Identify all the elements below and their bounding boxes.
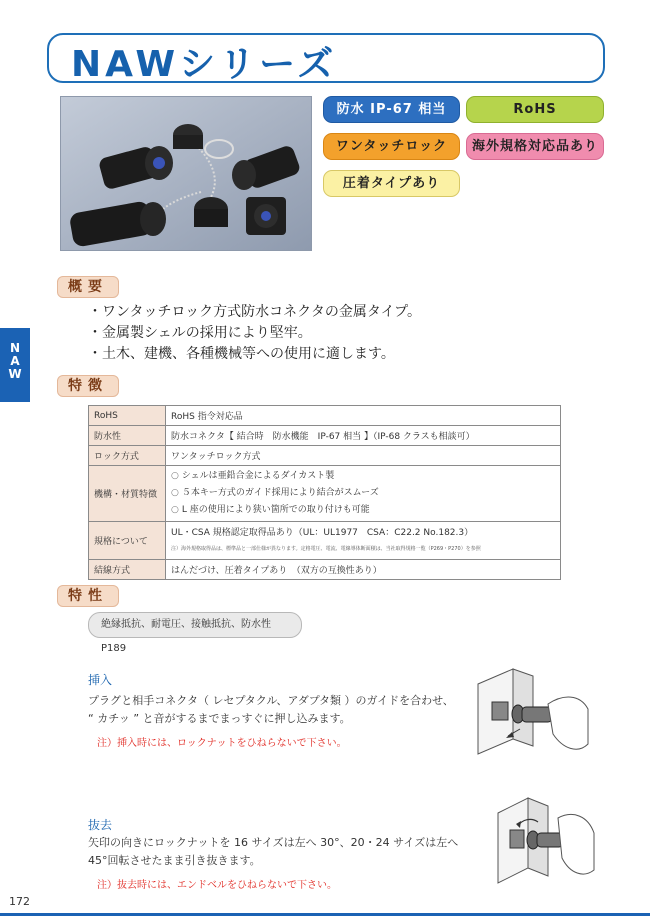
table-key: 規格について [89,522,166,560]
badge-overseas-standard: 海外規格対応品あり [466,133,604,160]
page-number: 172 [9,895,30,908]
footer-rule [0,913,650,916]
table-key: RoHS [89,406,166,426]
product-photo [60,96,312,251]
section-label-characteristics: 特性 [57,585,119,607]
bullet-circle-icon: ○ [171,505,179,515]
table-value: RoHS 指令対応品 [166,406,561,426]
insert-line: プラグと相手コネクタ（ レセプタクル、アダプタ類 ）のガイドを合わせ、 [88,694,454,707]
characteristics-reference: 絶縁抵抗、耐電圧、接触抵抗、防水性 P189 [88,612,302,638]
overview-item: ・ワンタッチロック方式防水コネクタの金属タイプ。 [88,304,422,320]
overview-item: ・金属製シェルの採用により堅牢。 [88,325,312,341]
remove-heading: 抜去 [88,818,113,832]
side-tab-char: N [9,341,21,355]
remove-illustration [488,788,598,893]
standard-certification: UL・CSA 規格認定取得品あり（UL：UL1977 CSA：C22.2 No.182.3） [171,527,474,538]
bullet-circle-icon: ○ [171,488,179,498]
side-index-tab [0,328,30,402]
material-feature: ５本キー方式のガイド採用により結合がスムーズ [181,488,379,498]
table-value: ワンタッチロック方式 [166,446,561,466]
table-value: 防水コネクタ【 結合時 防水機能 IP-67 相当 】（IP-68 クラスも相談可） [166,426,561,446]
remove-line: 45°回転させたまま引き抜きます。 [88,854,261,867]
features-table [88,405,561,580]
material-feature: L 座の使用により狭い箇所での取り付けも可能 [181,505,370,515]
remove-note: 注）抜去時には、エンドベルをひねらないで下さい。 [97,880,337,891]
table-row [89,522,561,560]
overview-list [88,302,421,365]
side-tab-char: A [10,354,20,368]
insert-heading: 挿入 [88,673,113,687]
badge-crimp-type: 圧着タイプあり [323,170,460,197]
side-tab-char: W [8,367,22,381]
badge-one-touch-lock: ワンタッチロック [323,133,460,160]
table-key: ロック方式 [89,446,166,466]
table-row [89,466,561,522]
table-row [89,446,561,466]
insert-note: 注）挿入時には、ロックナットをひねらないで下さい。 [97,738,347,749]
series-title: NAWシリーズ [71,44,338,85]
bullet-circle-icon: ○ [171,471,179,481]
badge-waterproof: 防水 IP-67 相当 [323,96,460,123]
table-row [89,426,561,446]
table-value [166,466,561,522]
title-box [47,33,605,83]
material-feature: シェルは亜鉛合金によるダイカスト製 [181,471,335,481]
table-row [89,406,561,426]
table-key: 機構・材質特徴 [89,466,166,522]
section-label-overview: 概要 [57,276,119,298]
insert-illustration [468,664,593,774]
table-value [166,522,561,560]
table-key: 防水性 [89,426,166,446]
badge-rohs: RoHS [466,96,604,123]
table-row [89,560,561,580]
insert-instructions [88,692,454,728]
insert-line: “ カチッ ” と音がするまでまっすぐに押し込みます。 [88,712,351,725]
section-label-features: 特徴 [57,375,119,397]
table-key: 結線方式 [89,560,166,580]
standard-note: 注）海外規格取得品は、標準品と一部仕様が異なります。定格電圧、電流、電線導体断面積は、当社取得規格一覧（P269・P270）を参照 [171,545,481,552]
overview-item: ・土木、建機、各種機械等への使用に適します。 [88,346,395,362]
connector-photo-image [61,97,312,251]
remove-line: 矢印の向きにロックナットを 16 サイズは左へ 30°、20・24 サイズは左へ [88,836,459,849]
remove-instructions [88,834,458,870]
table-value: はんだづけ、圧着タイプあり （双方の互換性あり） [166,560,561,580]
